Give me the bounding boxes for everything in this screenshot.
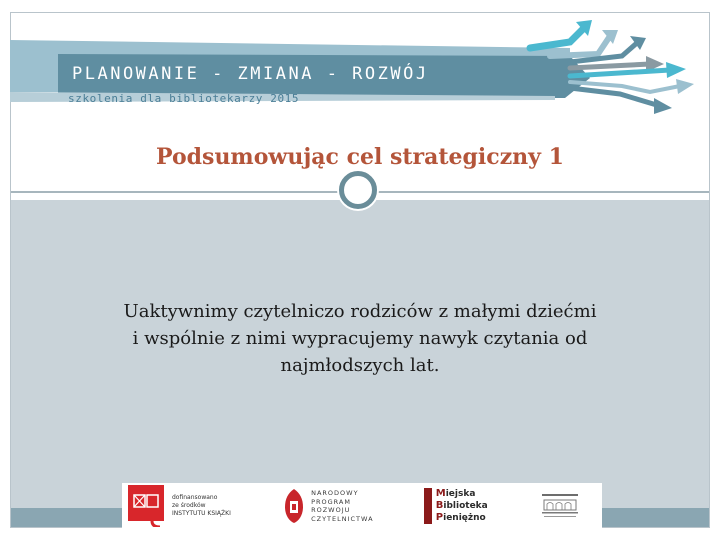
banner-subtitle: szkolenia dla bibliotekarzy 2015 — [68, 92, 300, 105]
miejska-biblioteka-logo — [424, 488, 488, 524]
mbp-row: Miejska — [435, 488, 476, 499]
instytut-ksiazki-icon — [128, 485, 168, 527]
slide-body-text — [60, 298, 660, 379]
mbp-bar-icon — [424, 488, 432, 524]
ik-line: INSTYTUTU KSIĄŻKI — [172, 510, 231, 517]
mbp-row: Biblioteka — [435, 500, 488, 511]
narodowy-program-logo — [281, 487, 373, 525]
narodowy-line: CZYTELNICTWA — [311, 514, 374, 523]
instytut-ksiazki-logo — [128, 485, 231, 527]
library-building-icon — [538, 488, 582, 524]
body-line: i wspólnie z nimi wypracujemy nawyk czytania od — [132, 328, 588, 349]
slide-title: Podsumowując cel strategiczny 1 — [156, 144, 564, 170]
circle-ornament-icon — [339, 171, 377, 209]
ik-line: dofinansowano — [172, 494, 218, 501]
narodowy-line: NARODOWY — [311, 489, 359, 497]
library-building-logo — [538, 488, 582, 524]
body-line: Uaktywnimy czytelniczo rodziców z małymi dziećmi — [123, 301, 597, 322]
narodowy-program-icon — [281, 487, 307, 525]
sponsor-logos-bar — [122, 483, 602, 529]
ik-line: ze środków — [172, 502, 206, 509]
body-line: najmłodszych lat. — [280, 355, 440, 376]
banner-title: PLANOWANIE - ZMIANA - ROZWÓJ — [72, 64, 429, 84]
mbp-row: Pieniężno — [435, 512, 486, 523]
narodowy-line: ROZWOJU — [311, 506, 351, 514]
narodowy-line: PROGRAM — [311, 497, 351, 506]
